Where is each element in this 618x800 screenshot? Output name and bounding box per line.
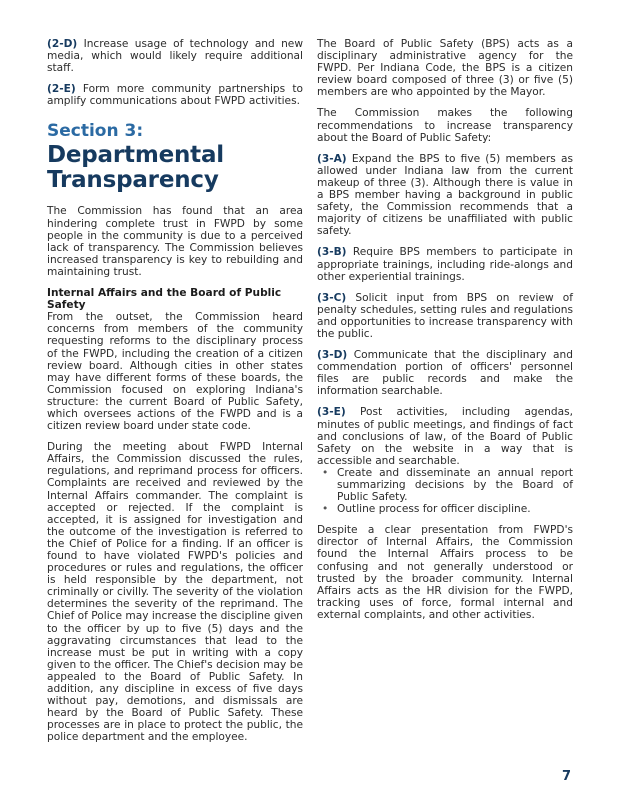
recommendation-3b xyxy=(317,246,573,282)
outset-paragraph: From the outset, the Commission heard concerns from members of the community requesting reforms to the disciplinary process of the FWPD, including the creation of a citizen review board. Although cities in other states may have different forms of these boards, the Commission focused on exploring Indiana's structure: the current Board of Public Safety, which oversees actions of the FWPD and is a citizen review board under state code. xyxy=(47,311,303,433)
recommendation-id: (2-D) xyxy=(47,38,78,50)
despite-paragraph: Despite a clear presentation from FWPD's director of Internal Affairs, the Commission found the Internal Affairs process to be confusing and not generally understood or trusted by the broader community. Internal Affairs acts as the HR division for the FWPD, tracking uses of force, formal internal and external complaints, and other activities. xyxy=(317,524,573,621)
recommendation-3a xyxy=(317,153,573,238)
recommendation-id: (3-B) xyxy=(317,246,347,259)
subheading: Internal Affairs and the Board of Public Safety xyxy=(47,287,282,312)
recommendation-id: (2-E) xyxy=(47,83,76,96)
bullet-item: • Outline process for officer discipline. xyxy=(337,503,573,515)
recommendation-3c xyxy=(317,292,573,340)
recommendation-text: Increase usage of technology and new media, which would likely require additional staff. xyxy=(47,38,303,75)
recommendation-2d xyxy=(47,38,303,74)
left-column xyxy=(47,38,303,753)
recommendation-id: (3-A) xyxy=(317,152,347,165)
page-number: 7 xyxy=(561,769,571,784)
recommendation-id: (3-D) xyxy=(317,349,348,362)
recommendation-text: Expand the BPS to five (5) members as allowed under Indiana law from the current makeup of three (3). Although there is value in a BPS member having a background in public safety, the Commission recommends that a majority of citizens be unaffiliated with public safety. xyxy=(317,152,573,238)
bullet-list xyxy=(317,467,573,515)
meeting-paragraph: During the meeting about FWPD Internal Affairs, the Commission discussed the rules, regulations, and reprimand process for officers. Complaints are received and reviewed by the Internal Affairs commander. The complaint is accepted or rejected. If the complaint is accepted, it is assigned for investigation and the outcome of the investigation is referred to the Chief of Police for a finding. If an officer is found to have violated FWPD's policies and procedures or rules and regulations, the officer is held responsible by the department, not criminally or civilly. The severity of the violation determines the severity of the reprimand. The Chief of Police may increase the discipline given to the officer by up to five (5) days and the aggravating circumstances that lead to the increase must be put in writing with a copy given to the officer. The Chief's decision may be appealed to the Board of Public Safety. In addition, any discipline in excess of five days without pay, demotions, and dismissals are heard by the Board of Public Safety. These processes are in place to protect the public, the police department and the employee. xyxy=(47,441,303,744)
recommendation-text: Require BPS members to participate in appropriate trainings, including ride-alongs and other experiential trainings. xyxy=(317,246,573,283)
recommendations-intro: The Commission makes the following recommendations to increase transparency about the Board of Public Safety: xyxy=(317,107,573,144)
recommendation-text: Form more community partnerships to amplify communications about FWPD activities. xyxy=(47,83,303,108)
recommendation-3d xyxy=(317,349,573,397)
section-label: Section 3: xyxy=(47,121,144,142)
bps-paragraph: The Board of Public Safety (BPS) acts as a disciplinary administrative agency for the FWPD. Per Indiana Code, the BPS is a citizen review board composed of three (3) or five (5) members are who appointed by the Mayor. xyxy=(317,38,573,99)
recommendation-text: Solicit input from BPS on review of penalty schedules, setting rules and regulations and opportunities to increase transparency with the public. xyxy=(317,291,573,340)
section-title: Departmental Transparency xyxy=(47,142,224,194)
recommendation-text: Post activities, including agendas, minutes of public meetings, and findings of fact and conclusions of law, of the Board of Public Safety on the website in a way that is accessible and searchable. xyxy=(317,406,573,467)
bullet-item: • Create and disseminate an annual report summarizing decisions by the Board of Public Safety. xyxy=(337,467,573,503)
recommendation-id: (3-C) xyxy=(317,291,347,304)
right-column xyxy=(317,38,573,630)
intro-paragraph: The Commission has found that an area hindering complete trust in FWPD by some people in the community is due to a perceived lack of transparency. The Commission believes increased transparency is key to rebuilding and maintaining trust. xyxy=(47,205,303,278)
recommendation-2e xyxy=(47,83,303,107)
recommendation-text: Communicate that the disciplinary and commendation portion of officers' personnel files are public records and make the information searchable. xyxy=(317,349,573,398)
recommendation-3e xyxy=(317,406,573,466)
recommendation-id: (3-E) xyxy=(317,406,346,419)
